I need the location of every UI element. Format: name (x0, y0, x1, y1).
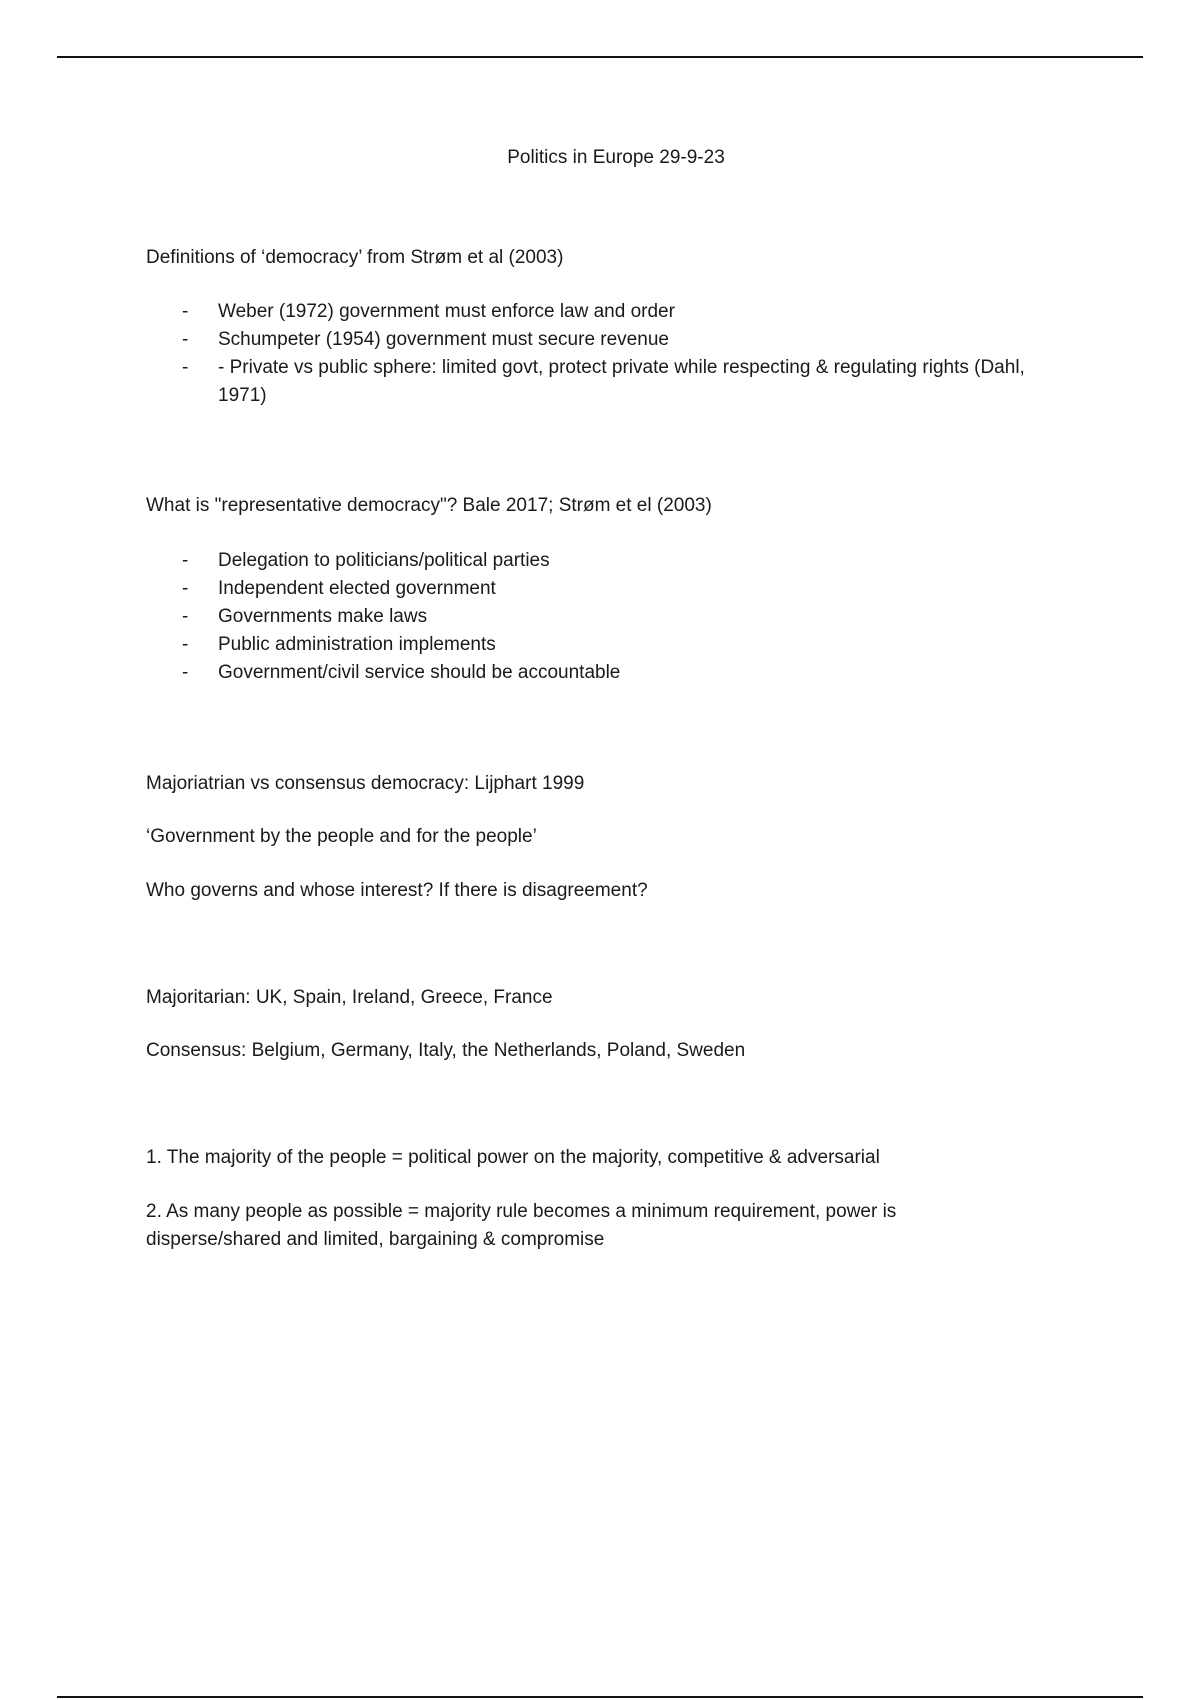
list-item: - Delegation to politicians/political parties (146, 547, 1086, 575)
bullet-dash: - (182, 550, 189, 571)
list-item: - Public administration implements (146, 631, 1086, 659)
list-item: - - Private vs public sphere: limited govt, protect private while respecting & regulating rights (Dahl, 1971) (146, 354, 1086, 410)
majoritarian-countries: Majoritarian: UK, Spain, Ireland, Greece, France (146, 987, 553, 1008)
section3-question: Who governs and whose interest? If there is disagreement? (146, 880, 648, 901)
point-two: 2. As many people as possible = majority rule becomes a minimum requirement, power is disperse/shared and limited, bargaining & compromise (146, 1201, 897, 1250)
bullet-dash: - (182, 301, 189, 322)
section2-list (146, 547, 1086, 687)
list-item: - Governments make laws (146, 603, 1086, 631)
section1-heading: Definitions of ‘democracy’ from Strøm et al (2003) (146, 247, 564, 268)
top-rule (57, 56, 1143, 58)
list-item: - Schumpeter (1954) government must secure revenue (146, 326, 1086, 354)
bullet-dash: - (182, 329, 189, 350)
bullet-dash: - (182, 606, 189, 627)
list-item: - Weber (1972) government must enforce law and order (146, 298, 1086, 326)
section1-list (146, 298, 1086, 410)
bullet-dash: - (182, 578, 189, 599)
section3-heading: Majoriatrian vs consensus democracy: Lijphart 1999 (146, 773, 585, 794)
page-title: Politics in Europe 29-9-23 (507, 147, 725, 168)
section3-quote: ‘Government by the people and for the people’ (146, 826, 537, 847)
bullet-dash: - (182, 357, 189, 378)
list-item: - Government/civil service should be accountable (146, 659, 1086, 687)
point-one: 1. The majority of the people = political power on the majority, competitive & adversarial (146, 1147, 880, 1168)
list-item: - Independent elected government (146, 575, 1086, 603)
bullet-dash: - (182, 662, 189, 683)
bottom-rule (57, 1696, 1143, 1698)
section2-heading: What is "representative democracy"? Bale 2017; Strøm et el (2003) (146, 495, 712, 516)
bullet-dash: - (182, 634, 189, 655)
consensus-countries: Consensus: Belgium, Germany, Italy, the Netherlands, Poland, Sweden (146, 1040, 746, 1061)
